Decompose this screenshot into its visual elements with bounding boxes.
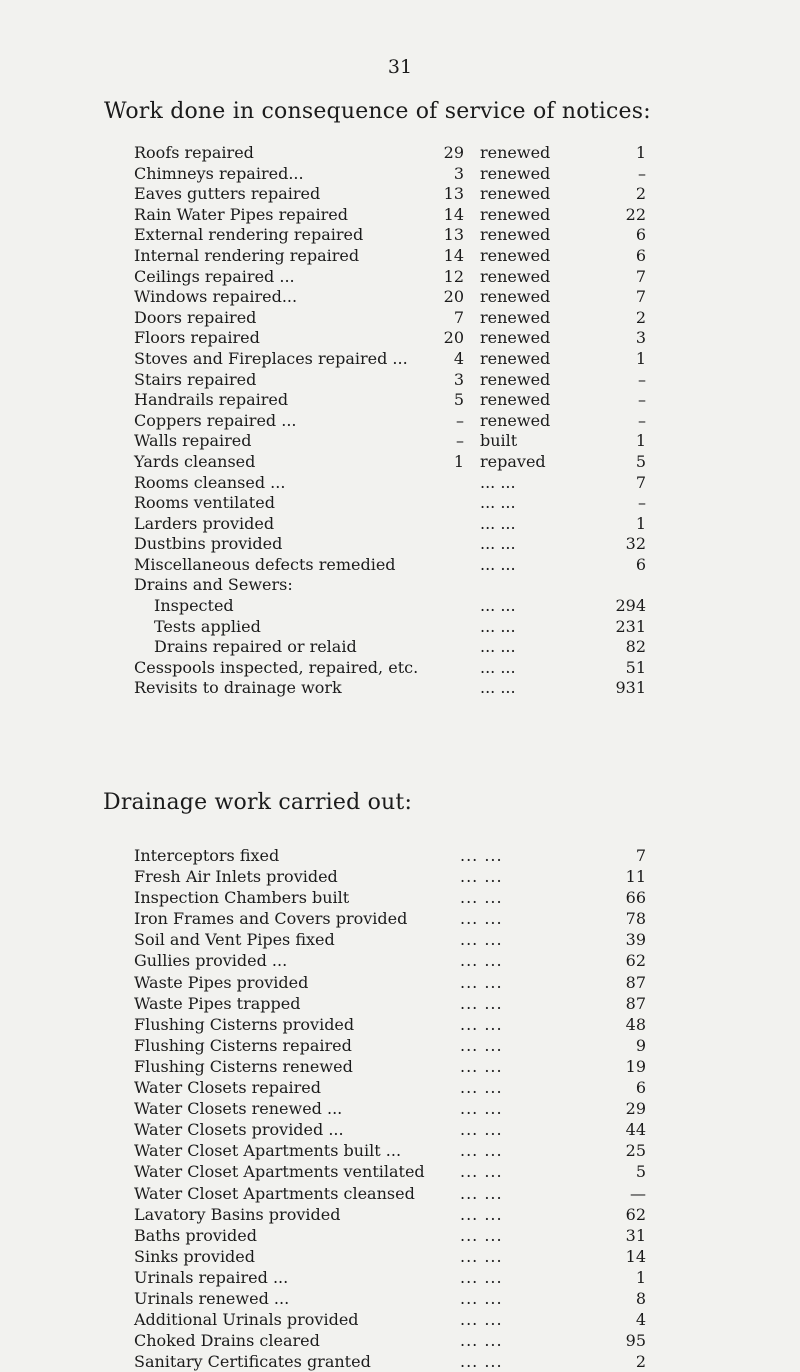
table-row: [134, 993, 674, 1014]
row-action: renewed: [480, 390, 551, 410]
dot-leader: ... ...: [460, 909, 503, 929]
row-value: 2: [635, 184, 646, 204]
table-row: [134, 1056, 674, 1077]
row-action: renewed: [480, 348, 551, 368]
row-value: 6: [635, 245, 646, 265]
row-action: ... ...: [480, 657, 516, 677]
row-label: Eaves gutters repaired: [134, 184, 321, 204]
row-count: 20: [443, 328, 464, 348]
row-action: renewed: [480, 204, 551, 224]
table-row: [134, 1351, 674, 1372]
row-count: –: [456, 431, 464, 451]
table-row: [134, 473, 674, 494]
row-count: 3: [453, 369, 464, 389]
row-count: 20: [443, 287, 464, 307]
row-value: 25: [625, 1141, 646, 1161]
row-value: 78: [625, 909, 646, 929]
table-row: [134, 887, 674, 908]
table-row: [134, 267, 674, 288]
dot-leader: ... ...: [460, 1352, 503, 1372]
row-value: 7: [635, 472, 646, 492]
row-action: renewed: [480, 184, 551, 204]
table-row: [134, 1267, 674, 1288]
row-action: renewed: [480, 143, 551, 162]
row-value: 9: [635, 1035, 646, 1055]
table-row: [134, 452, 674, 473]
dot-leader: ... ...: [460, 1204, 503, 1224]
dot-leader: ... ...: [460, 1331, 503, 1351]
table-row: [134, 184, 674, 205]
row-label: Lavatory Basins provided: [134, 1204, 341, 1224]
row-value: 5: [635, 451, 646, 471]
row-label: Drains and Sewers:: [134, 575, 293, 595]
row-value: 7: [635, 287, 646, 307]
table-row: [134, 1330, 674, 1351]
table-row: [134, 1309, 674, 1330]
row-value: 66: [625, 888, 646, 908]
row-label: Gullies provided ...: [134, 951, 288, 971]
row-label: Flushing Cisterns renewed: [134, 1056, 353, 1076]
row-label: Urinals repaired ...: [134, 1267, 289, 1287]
row-action: repaved: [480, 451, 546, 471]
row-label: Cesspools inspected, repaired, etc.: [134, 657, 419, 677]
row-label: Internal rendering repaired: [134, 245, 360, 265]
row-value: 7: [635, 266, 646, 286]
table-row: [134, 555, 674, 576]
row-value: 11: [625, 867, 646, 887]
row-value: 3: [635, 328, 646, 348]
row-value: 7: [635, 846, 646, 865]
dot-leader: ... ...: [460, 1078, 503, 1098]
row-value: 231: [615, 616, 646, 636]
row-label: Floors repaired: [134, 328, 260, 348]
row-label: Additional Urinals provided: [134, 1310, 359, 1330]
table-row: [134, 972, 674, 993]
dot-leader: ... ...: [460, 846, 503, 865]
table-row: [134, 287, 674, 308]
table-row: [134, 908, 674, 929]
row-label: Yards cleansed: [134, 451, 256, 471]
row-label: Baths provided: [134, 1225, 257, 1245]
dot-leader: ... ...: [460, 1056, 503, 1076]
table-row: [134, 493, 674, 514]
table-row: [134, 1119, 674, 1140]
row-value: –: [638, 410, 646, 430]
row-action: built: [480, 431, 518, 451]
row-count: 4: [453, 348, 464, 368]
row-value: 19: [625, 1056, 646, 1076]
section-heading-notices: Work done in consequence of service of notices:: [104, 99, 651, 124]
row-value: 87: [625, 993, 646, 1013]
row-action: renewed: [480, 307, 551, 327]
row-label: Tests applied: [154, 616, 261, 636]
dot-leader: ... ...: [460, 1141, 503, 1161]
row-label: Rooms ventilated: [134, 493, 275, 513]
table-row: [134, 637, 674, 658]
row-label: Coppers repaired ...: [134, 410, 297, 430]
row-value: 44: [625, 1120, 646, 1140]
row-label: Doors repaired: [134, 307, 257, 327]
row-value: 22: [625, 204, 646, 224]
row-label: Windows repaired...: [134, 287, 298, 307]
table-row: [134, 929, 674, 950]
table-row: [134, 575, 674, 596]
row-value: 1: [635, 513, 646, 533]
row-action: renewed: [480, 410, 551, 430]
row-value: 1: [635, 1267, 646, 1287]
row-value: 1: [635, 431, 646, 451]
table-row: [134, 225, 674, 246]
row-label: Water Closets renewed ...: [134, 1099, 343, 1119]
row-label: Miscellaneous defects remedied: [134, 554, 396, 574]
table-row: [134, 1014, 674, 1035]
row-label: Water Closet Apartments ventilated: [134, 1162, 425, 1182]
table-row: [134, 845, 674, 866]
row-label: Water Closets provided ...: [134, 1120, 344, 1140]
row-value: 6: [635, 1078, 646, 1098]
row-label: Dustbins provided: [134, 534, 283, 554]
row-count: 7: [453, 307, 464, 327]
table-row: [134, 1204, 674, 1225]
row-count: 5: [453, 390, 464, 410]
section-heading-drainage: Drainage work carried out:: [103, 790, 413, 815]
table-row: [134, 431, 674, 452]
row-label: Sanitary Certificates granted: [134, 1352, 371, 1372]
row-label: Soil and Vent Pipes fixed: [134, 930, 335, 950]
row-value: 1: [635, 143, 646, 162]
dot-leader: ... ...: [460, 1120, 503, 1140]
dot-leader: ... ...: [460, 1288, 503, 1308]
row-label: Flushing Cisterns provided: [134, 1014, 355, 1034]
table-row: [134, 617, 674, 638]
dot-leader: ... ...: [460, 1310, 503, 1330]
row-value: 2: [635, 1352, 646, 1372]
row-label: Rooms cleansed ...: [134, 472, 286, 492]
row-label: Waste Pipes trapped: [134, 993, 301, 1013]
row-value: 1: [635, 348, 646, 368]
table-row: [134, 370, 674, 391]
row-label: Inspected: [154, 596, 234, 616]
dot-leader: ... ...: [460, 1162, 503, 1182]
row-value: 32: [625, 534, 646, 554]
row-action: ... ...: [480, 637, 516, 657]
table-row: [134, 1246, 674, 1267]
dot-leader: ... ...: [460, 1014, 503, 1034]
notices-table: [134, 143, 674, 699]
row-label: Choked Drains cleared: [134, 1331, 320, 1351]
row-action: renewed: [480, 369, 551, 389]
row-label: Stairs repaired: [134, 369, 257, 389]
table-row: [134, 411, 674, 432]
table-row: [134, 678, 674, 699]
row-count: 1: [453, 451, 464, 471]
table-row: [134, 1098, 674, 1119]
row-label: Chimneys repaired...: [134, 163, 304, 183]
table-row: [134, 534, 674, 555]
row-label: Rain Water Pipes repaired: [134, 204, 348, 224]
row-count: 29: [443, 143, 464, 162]
row-value: –: [638, 493, 646, 513]
row-value: 62: [625, 1204, 646, 1224]
table-row: [134, 866, 674, 887]
row-label: Inspection Chambers built: [134, 888, 350, 908]
row-count: 12: [443, 266, 464, 286]
row-action: ... ...: [480, 616, 516, 636]
row-value: —: [630, 1183, 646, 1203]
row-value: 31: [625, 1225, 646, 1245]
row-value: 39: [625, 930, 646, 950]
row-label: Water Closets repaired: [134, 1078, 321, 1098]
dot-leader: ... ...: [460, 930, 503, 950]
dot-leader: ... ...: [460, 1035, 503, 1055]
table-row: [134, 1225, 674, 1246]
row-value: 95: [625, 1331, 646, 1351]
row-action: renewed: [480, 163, 551, 183]
row-count: 13: [443, 184, 464, 204]
row-value: 931: [615, 678, 646, 698]
table-row: [134, 514, 674, 535]
row-action: ... ...: [480, 678, 516, 698]
row-action: renewed: [480, 328, 551, 348]
table-row: [134, 1288, 674, 1309]
table-row: [134, 205, 674, 226]
row-label: Walls repaired: [134, 431, 252, 451]
row-count: 3: [453, 163, 464, 183]
row-label: Flushing Cisterns repaired: [134, 1035, 352, 1055]
table-row: [134, 950, 674, 971]
row-value: 2: [635, 307, 646, 327]
row-value: –: [638, 369, 646, 389]
row-action: ... ...: [480, 493, 516, 513]
row-label: Handrails repaired: [134, 390, 289, 410]
table-row: [134, 658, 674, 679]
row-value: 48: [625, 1014, 646, 1034]
row-value: –: [638, 390, 646, 410]
row-count: 14: [443, 245, 464, 265]
row-label: Roofs repaired: [134, 143, 254, 162]
table-row: [134, 390, 674, 411]
dot-leader: ... ...: [460, 1246, 503, 1266]
row-action: renewed: [480, 287, 551, 307]
table-row: [134, 1077, 674, 1098]
page-number: 31: [387, 56, 413, 78]
table-row: [134, 164, 674, 185]
dot-leader: ... ...: [460, 951, 503, 971]
row-value: –: [638, 163, 646, 183]
row-action: ... ...: [480, 513, 516, 533]
row-value: 14: [625, 1246, 646, 1266]
row-count: 14: [443, 204, 464, 224]
row-action: renewed: [480, 245, 551, 265]
row-label: Water Closet Apartments built ...: [134, 1141, 402, 1161]
table-row: [134, 1161, 674, 1182]
table-row: [134, 349, 674, 370]
drainage-table: [134, 845, 674, 1372]
dot-leader: ... ...: [460, 1183, 503, 1203]
row-count: 13: [443, 225, 464, 245]
row-label: Revisits to drainage work: [134, 678, 342, 698]
row-label: Larders provided: [134, 513, 275, 533]
dot-leader: ... ...: [460, 1225, 503, 1245]
table-row: [134, 328, 674, 349]
row-label: Water Closet Apartments cleansed: [134, 1183, 415, 1203]
table-row: [134, 246, 674, 267]
dot-leader: ... ...: [460, 993, 503, 1013]
dot-leader: ... ...: [460, 867, 503, 887]
row-value: 62: [625, 951, 646, 971]
row-label: Ceilings repaired ...: [134, 266, 295, 286]
row-value: 29: [625, 1099, 646, 1119]
table-row: [134, 308, 674, 329]
dot-leader: ... ...: [460, 888, 503, 908]
row-value: 6: [635, 554, 646, 574]
row-value: 82: [625, 637, 646, 657]
row-count: –: [456, 410, 464, 430]
row-value: 4: [635, 1310, 646, 1330]
row-action: ... ...: [480, 472, 516, 492]
row-label: Drains repaired or relaid: [154, 637, 357, 657]
row-action: ... ...: [480, 596, 516, 616]
row-label: Stoves and Fireplaces repaired ...: [134, 348, 408, 368]
row-value: 87: [625, 972, 646, 992]
row-action: ... ...: [480, 534, 516, 554]
row-label: Iron Frames and Covers provided: [134, 909, 408, 929]
row-label: Urinals renewed ...: [134, 1288, 290, 1308]
table-row: [134, 143, 674, 164]
table-row: [134, 596, 674, 617]
row-value: 5: [635, 1162, 646, 1182]
dot-leader: ... ...: [460, 1099, 503, 1119]
row-action: ... ...: [480, 554, 516, 574]
table-row: [134, 1035, 674, 1056]
dot-leader: ... ...: [460, 972, 503, 992]
row-value: 51: [625, 657, 646, 677]
row-label: Fresh Air Inlets provided: [134, 867, 338, 887]
row-value: 294: [615, 596, 646, 616]
row-value: 8: [635, 1288, 646, 1308]
row-label: Interceptors fixed: [134, 846, 280, 865]
row-label: Sinks provided: [134, 1246, 256, 1266]
row-label: Waste Pipes provided: [134, 972, 309, 992]
row-action: renewed: [480, 266, 551, 286]
row-action: renewed: [480, 225, 551, 245]
row-label: External rendering repaired: [134, 225, 364, 245]
table-row: [134, 1140, 674, 1161]
table-row: [134, 1183, 674, 1204]
dot-leader: ... ...: [460, 1267, 503, 1287]
row-value: 6: [635, 225, 646, 245]
